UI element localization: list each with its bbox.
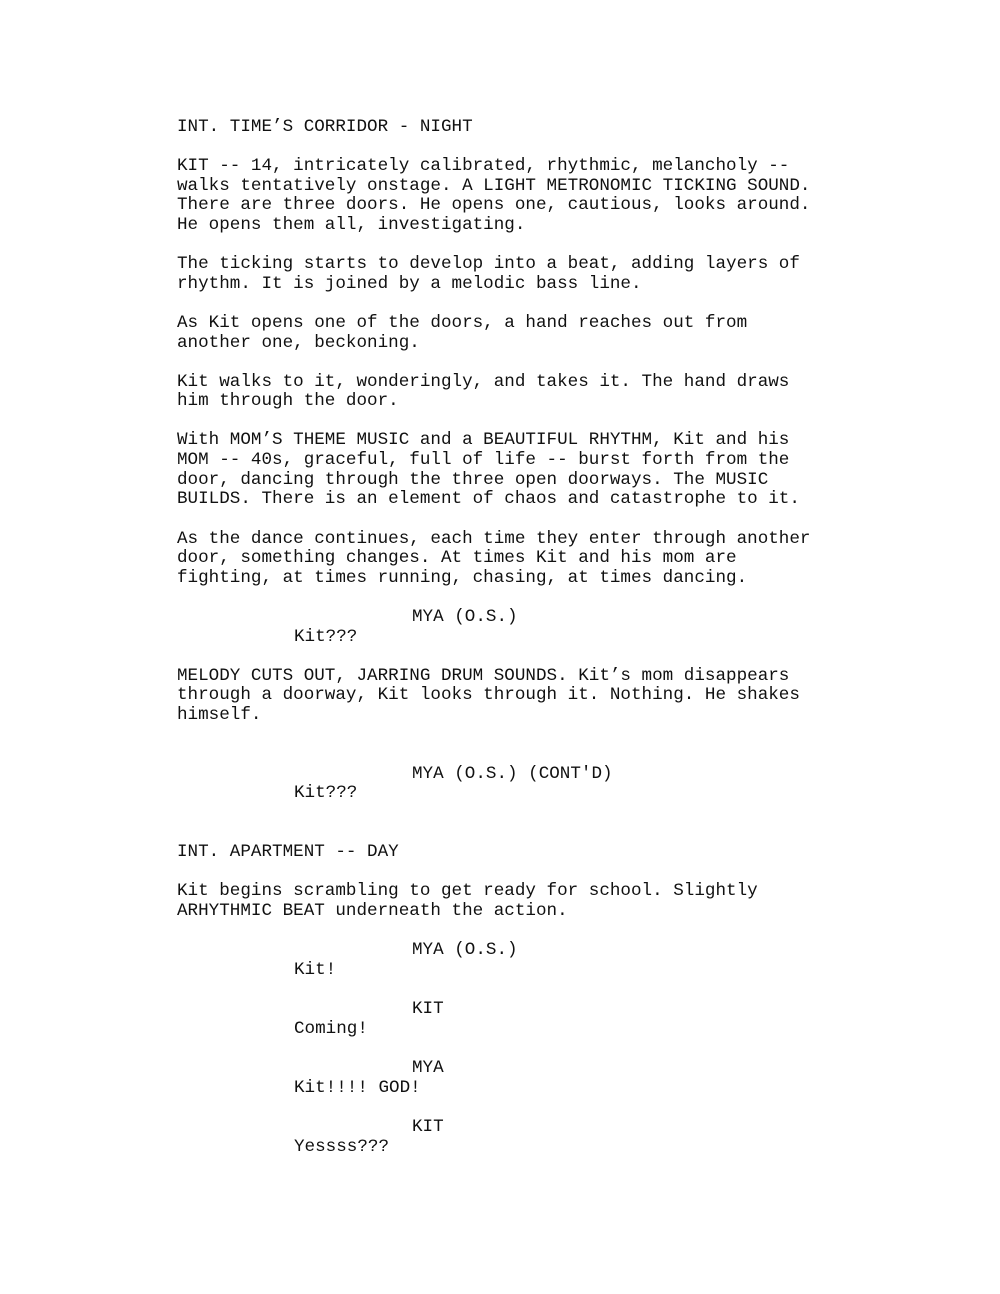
action-line: another one, beckoning. (177, 333, 420, 353)
action-line: MELODY CUTS OUT, JARRING DRUM SOUNDS. Kit’s mom disappears (177, 666, 790, 686)
action-line: fighting, at times running, chasing, at times dancing. (177, 568, 748, 588)
action-line: rhythm. It is joined by a melodic bass line. (177, 274, 642, 294)
scene-heading: INT. TIME’S CORRIDOR - NIGHT (177, 117, 473, 137)
dialogue-line: Kit! (294, 960, 337, 980)
dialogue-line: Yessss??? (294, 1137, 390, 1157)
dialogue-line: Kit??? (294, 627, 358, 647)
action-line: As the dance continues, each time they enter through another (177, 529, 811, 549)
action-line: As Kit opens one of the doors, a hand reaches out from (177, 313, 748, 333)
action-line: himself. (177, 705, 262, 725)
action-line: There are three doors. He opens one, cautious, looks around. (177, 195, 811, 215)
scene-heading: INT. APARTMENT -- DAY (177, 842, 399, 862)
action-line: The ticking starts to develop into a beat, adding layers of (177, 254, 800, 274)
action-line: Kit begins scrambling to get ready for school. Slightly (177, 881, 758, 901)
action-line: KIT -- 14, intricately calibrated, rhythmic, melancholy -- (177, 156, 790, 176)
action-line: ARHYTHMIC BEAT underneath the action. (177, 901, 568, 921)
character-cue: MYA (O.S.) (412, 940, 518, 960)
dialogue-line: Kit!!!! GOD! (294, 1078, 421, 1098)
character-cue: MYA (O.S.) (412, 607, 518, 627)
action-line: With MOM’S THEME MUSIC and a BEAUTIFUL RHYTHM, Kit and his (177, 430, 790, 450)
action-line: Kit walks to it, wonderingly, and takes it. The hand draws (177, 372, 790, 392)
action-line: BUILDS. There is an element of chaos and catastrophe to it. (177, 489, 800, 509)
dialogue-line: Kit??? (294, 783, 358, 803)
action-line: door, something changes. At times Kit and his mom are (177, 548, 737, 568)
action-line: He opens them all, investigating. (177, 215, 526, 235)
action-line: walks tentatively onstage. A LIGHT METRONOMIC TICKING SOUND. (177, 176, 811, 196)
character-cue: KIT (412, 1117, 444, 1137)
character-cue: MYA (412, 1058, 444, 1078)
dialogue-line: Coming! (294, 1019, 368, 1039)
action-line: MOM -- 40s, graceful, full of life -- burst forth from the (177, 450, 790, 470)
action-line: through a doorway, Kit looks through it. Nothing. He shakes (177, 685, 800, 705)
character-cue: KIT (412, 999, 444, 1019)
character-cue: MYA (O.S.) (CONT'D) (412, 764, 613, 784)
action-line: door, dancing through the three open doorways. The MUSIC (177, 470, 769, 490)
action-line: him through the door. (177, 391, 399, 411)
